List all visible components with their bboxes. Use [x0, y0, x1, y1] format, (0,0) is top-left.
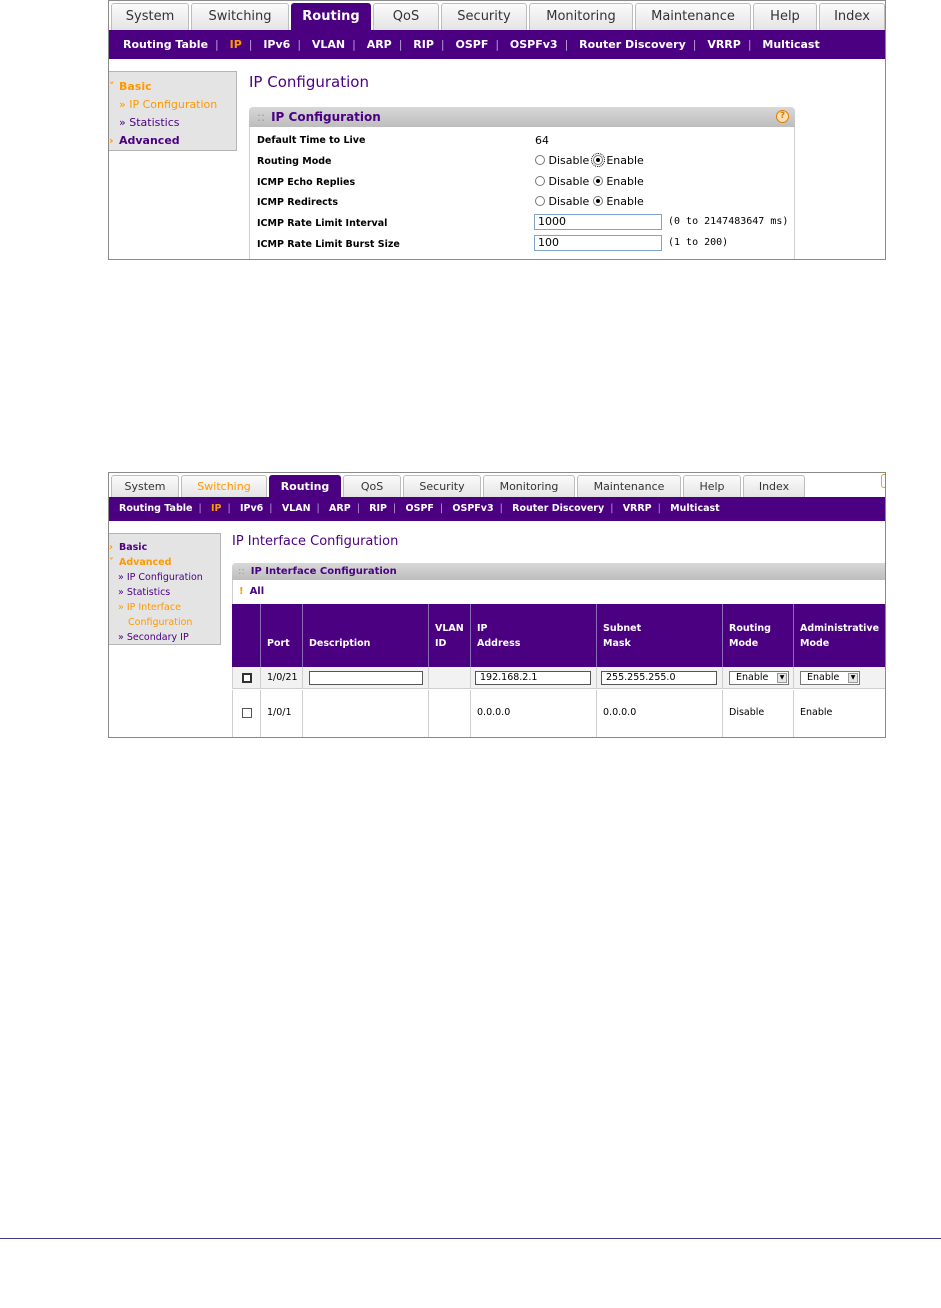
tab-qos[interactable]: QoS	[343, 475, 401, 497]
menu-basic[interactable]: ˅ Basic	[109, 78, 236, 96]
routing-mode-enable-radio[interactable]	[593, 155, 603, 165]
subnav-ospfv3[interactable]: OSPFv3	[452, 503, 494, 514]
burst-size-label: ICMP Rate Limit Burst Size	[257, 239, 400, 250]
ttl-value: 64	[535, 134, 549, 147]
subnav-router-discovery[interactable]: Router Discovery	[579, 38, 686, 51]
header-subnet-mask: Subnet Mask	[596, 604, 722, 667]
tab-system[interactable]: System	[111, 3, 189, 30]
icmp-redirects-label: ICMP Redirects	[257, 197, 339, 208]
routing-cell	[722, 667, 793, 689]
subnav-router-discovery[interactable]: Router Discovery	[512, 503, 605, 514]
tab-maintenance[interactable]: Maintenance	[635, 3, 751, 30]
icmp-redirects-enable-radio[interactable]	[593, 196, 603, 206]
section-header: :: IP Interface Configuration	[232, 563, 886, 580]
help-icon[interactable]: ?	[776, 110, 789, 123]
all-row	[232, 580, 886, 604]
subnav-rip[interactable]: RIP	[369, 503, 388, 514]
sub-navigation: Routing Table | IP | IPv6 | VLAN | ARP | RIP | OSPF | OSPFv3 | Router Discovery | VRRP | Multicast	[109, 30, 885, 59]
routing-mode-label: Routing Mode	[257, 156, 332, 167]
sub-navigation: Routing Table | IP | IPv6 | VLAN | ARP | RIP | OSPF | OSPFv3 | Router Discovery | VRRP | Multicast	[109, 497, 885, 521]
tab-maintenance[interactable]: Maintenance	[577, 475, 681, 497]
burst-size-hint: (1 to 200)	[668, 237, 729, 248]
grip-icon: ::	[257, 110, 266, 124]
subnav-ospf[interactable]: OSPF	[405, 503, 434, 514]
grip-icon: ::	[238, 566, 245, 577]
ip-address-input[interactable]: 192.168.2.1	[475, 671, 591, 685]
header-routing-mode: Routing Mode	[722, 604, 793, 667]
logout-icon[interactable]	[881, 474, 886, 488]
tab-monitoring[interactable]: Monitoring	[529, 3, 633, 30]
menu-ip-configuration[interactable]: » IP Configuration	[118, 572, 203, 583]
rate-interval-input[interactable]: 1000	[534, 214, 662, 230]
header-description: Description	[302, 604, 428, 667]
subnav-vlan[interactable]: VLAN	[311, 38, 346, 51]
menu-ip-interface-configuration-line2[interactable]: Configuration	[128, 617, 193, 628]
side-menu	[109, 533, 221, 645]
menu-statistics[interactable]: » Statistics	[118, 587, 171, 598]
subnav-vrrp[interactable]: VRRP	[622, 503, 652, 514]
subnav-vrrp[interactable]: VRRP	[707, 38, 741, 51]
description-cell	[302, 690, 428, 738]
subnav-routing-table[interactable]: Routing Table	[119, 503, 193, 514]
footer-divider	[0, 1238, 941, 1239]
admin-cell: Enable	[793, 690, 886, 738]
tab-system[interactable]: System	[111, 475, 179, 497]
page-title: IP Configuration	[249, 73, 369, 91]
menu-ip-interface-configuration[interactable]: » IP Interface	[118, 602, 181, 613]
menu-advanced[interactable]: › Advanced	[109, 132, 236, 150]
subnav-ipv6[interactable]: IPv6	[239, 503, 264, 514]
rate-interval-label: ICMP Rate Limit Interval	[257, 218, 388, 229]
ttl-label: Default Time to Live	[257, 135, 366, 146]
burst-size-input[interactable]: 100	[534, 235, 662, 251]
subnav-ospf[interactable]: OSPF	[455, 38, 489, 51]
section-header: :: IP Configuration ?	[249, 107, 795, 127]
icmp-echo-enable-radio[interactable]	[593, 176, 603, 186]
routing-mode-select[interactable]: Enable ▼	[729, 671, 789, 685]
chevron-down-icon: ˅	[109, 80, 115, 93]
tab-help[interactable]: Help	[683, 475, 741, 497]
menu-basic[interactable]: › Basic	[109, 542, 148, 553]
header-administrative-mode: Administrative Mode	[793, 604, 886, 667]
header-vlan-id: VLAN ID	[428, 604, 470, 667]
description-cell	[302, 667, 428, 689]
tab-routing[interactable]: Routing	[269, 475, 341, 497]
tab-security[interactable]: Security	[403, 475, 481, 497]
mask-cell: 0.0.0.0	[596, 690, 722, 738]
subnav-arp[interactable]: ARP	[366, 38, 392, 51]
tab-monitoring[interactable]: Monitoring	[483, 475, 575, 497]
subnav-ip[interactable]: IP	[229, 38, 242, 51]
table-row[interactable]	[232, 690, 886, 738]
ip-interface-configuration-screenshot	[108, 472, 886, 738]
tab-help[interactable]: Help	[753, 3, 817, 30]
tab-index[interactable]: Index	[743, 475, 805, 497]
routing-cell: Disable	[722, 690, 793, 738]
icmp-echo-disable-radio[interactable]	[535, 176, 545, 186]
subnav-ip[interactable]: IP	[210, 503, 222, 514]
subnav-multicast[interactable]: Multicast	[670, 503, 720, 514]
row-checkbox[interactable]	[242, 708, 252, 718]
subnet-mask-input[interactable]: 255.255.255.0	[601, 671, 717, 685]
icmp-redirects-disable-radio[interactable]	[535, 196, 545, 206]
tab-switching[interactable]: Switching	[191, 3, 289, 30]
subnav-ospfv3[interactable]: OSPFv3	[509, 38, 558, 51]
vlan-cell	[428, 667, 470, 689]
table-header	[232, 604, 886, 667]
exclamation-icon: !	[239, 586, 244, 597]
description-input[interactable]	[309, 671, 423, 685]
icmp-redirects-radios: Disable Enable	[535, 195, 644, 208]
subnav-vlan[interactable]: VLAN	[281, 503, 311, 514]
ip-cell: 0.0.0.0	[470, 690, 596, 738]
chevron-down-icon: ▼	[848, 673, 858, 683]
chevron-right-icon: ›	[109, 542, 113, 553]
port-cell: 1/0/21	[260, 667, 302, 689]
all-link[interactable]: ! All	[239, 586, 265, 597]
vlan-cell	[428, 690, 470, 738]
admin-mode-select[interactable]: Enable ▼	[800, 671, 860, 685]
menu-statistics[interactable]: » Statistics	[119, 116, 180, 129]
page-title: IP Interface Configuration	[232, 534, 399, 549]
menu-advanced[interactable]: ˅ Advanced	[109, 557, 172, 568]
side-menu	[109, 71, 237, 151]
tab-security[interactable]: Security	[441, 3, 527, 30]
ip-configuration-form	[249, 127, 795, 260]
admin-cell	[793, 667, 886, 689]
tab-switching[interactable]: Switching	[181, 475, 267, 497]
menu-secondary-ip[interactable]: » Secondary IP	[118, 632, 189, 643]
row-select-cell	[232, 690, 260, 738]
subnav-ipv6[interactable]: IPv6	[263, 38, 291, 51]
port-cell: 1/0/1	[260, 690, 302, 738]
menu-ip-configuration[interactable]: » IP Configuration	[119, 98, 218, 111]
tab-index[interactable]: Index	[819, 3, 885, 30]
chevron-down-icon: ▼	[777, 673, 787, 683]
row-checkbox[interactable]	[242, 673, 252, 683]
tab-qos[interactable]: QoS	[373, 3, 439, 30]
subnav-rip[interactable]: RIP	[413, 38, 434, 51]
icmp-echo-label: ICMP Echo Replies	[257, 177, 356, 188]
chevron-down-icon: ˅	[109, 557, 114, 568]
subnav-routing-table[interactable]: Routing Table	[123, 38, 209, 51]
row-select-cell	[232, 667, 260, 689]
subnav-multicast[interactable]: Multicast	[762, 38, 820, 51]
header-select	[232, 604, 260, 667]
header-port: Port	[260, 604, 302, 667]
ip-cell	[470, 667, 596, 689]
mask-cell	[596, 667, 722, 689]
rate-interval-hint: (0 to 2147483647 ms)	[668, 216, 789, 227]
tab-routing[interactable]: Routing	[291, 3, 371, 30]
routing-mode-radios: Disable Enable	[535, 154, 644, 167]
icmp-echo-radios: Disable Enable	[535, 175, 644, 188]
subnav-arp[interactable]: ARP	[329, 503, 351, 514]
ip-configuration-screenshot	[108, 0, 886, 260]
chevron-right-icon: ›	[109, 134, 114, 147]
routing-mode-disable-radio[interactable]	[535, 155, 545, 165]
table-row[interactable]	[232, 667, 886, 689]
header-ip-address: IP Address	[470, 604, 596, 667]
